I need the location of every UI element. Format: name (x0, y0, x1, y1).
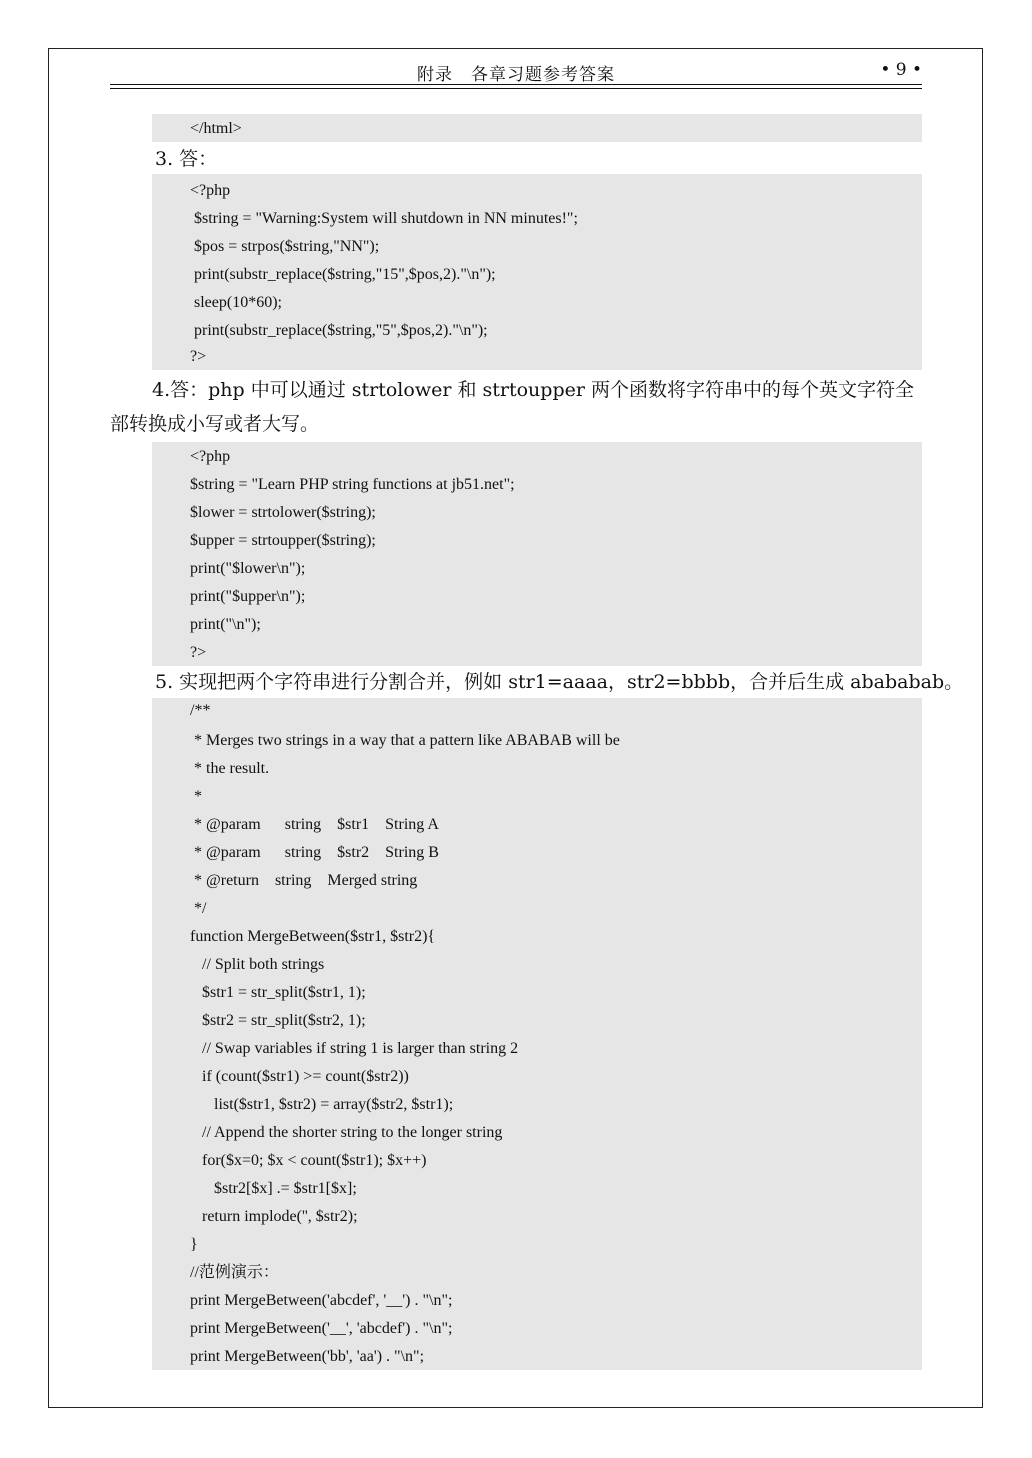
code-line: /** (190, 702, 211, 719)
code-line: print("$lower\n"); (190, 560, 306, 577)
page-number: • 9 • (880, 60, 922, 80)
code-block-0 (152, 114, 922, 142)
header-title: 附录 各章习题参考答案 (417, 65, 615, 85)
code-line: print("\n"); (190, 616, 261, 633)
code-block-4 (152, 442, 922, 666)
code-line: list($str1, $str2) = array($str2, $str1); (190, 1096, 454, 1113)
code-line: $upper = strtoupper($string); (190, 532, 376, 549)
answer-5-label: 5. 实现把两个字符串进行分割合并，例如 str1=aaaa，str2=bbbb，合并后生成 abababab。 (155, 671, 964, 693)
code-line: $str1 = str_split($str1, 1); (190, 984, 366, 1001)
code-line: for($x=0; $x < count($str1); $x++) (190, 1152, 427, 1169)
code-line: print MergeBetween('abcdef', '__') . "\n"; (190, 1292, 453, 1309)
code-line: $str2 = str_split($str2, 1); (190, 1012, 366, 1029)
code-line: print("$upper\n"); (190, 588, 306, 605)
code-line: * @return string Merged string (190, 872, 418, 889)
answer-4-line2: 部转换成小写或者大写。 (110, 413, 320, 435)
header-rule-thin (110, 88, 922, 89)
code-line: ?> (190, 644, 207, 661)
code-line: print(substr_replace($string,"15",$pos,2)."\n"); (190, 266, 496, 283)
code-line: $lower = strtolower($string); (190, 504, 376, 521)
code-line: print MergeBetween('__', 'abcdef') . "\n"; (190, 1320, 453, 1337)
code-line: ?> (190, 348, 207, 365)
code-line: // Split both strings (190, 956, 325, 973)
answer-4-line1: 4.答：php 中可以通过 strtolower 和 strtoupper 两个函数将字符串中的每个英文字符全 (152, 379, 914, 401)
code-line: // Append the shorter string to the longer string (190, 1124, 503, 1141)
code-line: $str2[$x] .= $str1[$x]; (190, 1180, 357, 1197)
code-line: * (190, 788, 202, 805)
code-line: $pos = strpos($string,"NN"); (190, 238, 380, 255)
code-line: sleep(10*60); (190, 294, 282, 311)
code-line: <?php (190, 182, 231, 199)
code-line: function MergeBetween($str1, $str2){ (190, 928, 436, 945)
code-line: * Merges two strings in a way that a pattern like ABABAB will be (190, 732, 620, 749)
code-line: <?php (190, 448, 231, 465)
code-line: //范例演示： (190, 1264, 279, 1281)
code-line: * the result. (190, 760, 270, 777)
code-line: if (count($str1) >= count($str2)) (190, 1068, 409, 1085)
code-line: print(substr_replace($string,"5",$pos,2)."\n"); (190, 322, 488, 339)
answer-3-label: 3. 答： (155, 148, 218, 170)
code-block-5 (152, 698, 922, 1370)
header-rule (110, 84, 922, 85)
code-line: $string = "Learn PHP string functions at jb51.net"; (190, 476, 515, 493)
code-line: print MergeBetween('bb', 'aa') . "\n"; (190, 1348, 425, 1365)
code-line: * @param string $str2 String B (190, 844, 439, 861)
code-line: // Swap variables if string 1 is larger than string 2 (190, 1040, 519, 1057)
code-line: return implode('', $str2); (190, 1208, 358, 1225)
code-block-3 (152, 174, 922, 370)
code-line: </html> (190, 120, 242, 137)
code-line: */ (190, 900, 207, 917)
page-header (110, 60, 922, 84)
code-line: $string = "Warning:System will shutdown in NN minutes!"; (190, 210, 578, 227)
code-line: } (190, 1236, 198, 1253)
code-line: * @param string $str1 String A (190, 816, 439, 833)
